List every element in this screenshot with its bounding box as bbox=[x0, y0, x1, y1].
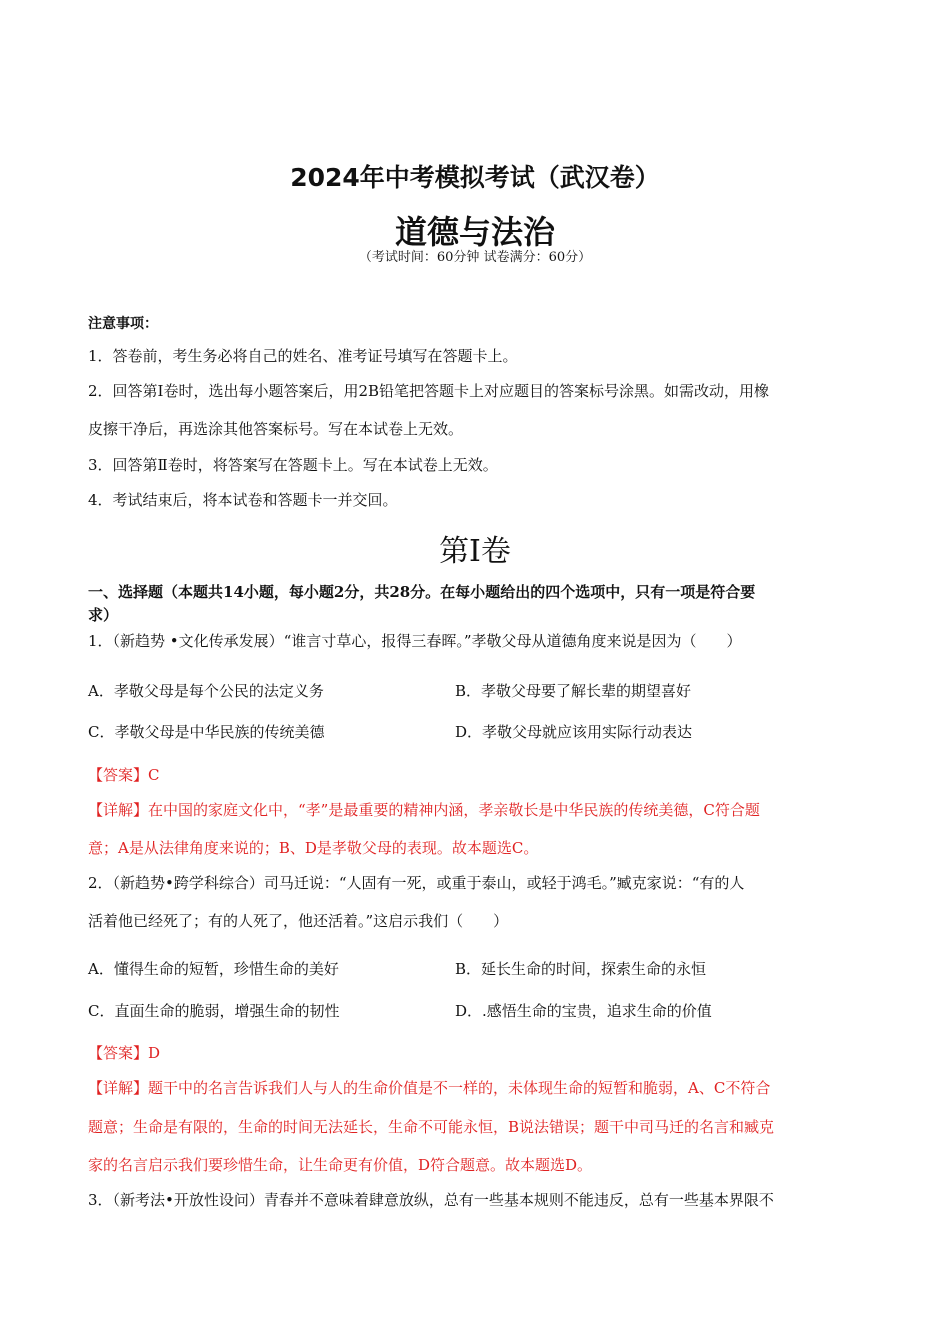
exam-title: 2024年中考模拟考试（武汉卷） bbox=[290, 163, 660, 192]
note-item: 4．考试结束后，将本试卷和答题卡一并交回。 bbox=[88, 491, 398, 509]
note-item: 3．回答第Ⅱ卷时，将答案写在答题卡上。写在本试卷上无效。 bbox=[88, 456, 498, 474]
section-instruction: 一、选择题（本题共14小题，每小题2分，共28分。在每小题给出的四个选项中，只有一项是符合要 bbox=[88, 583, 756, 601]
notes-heading: 注意事项： bbox=[88, 316, 158, 332]
detail-line bbox=[88, 799, 760, 820]
detail-label: 【详解】 bbox=[88, 1079, 149, 1097]
question-stem: 2．（新趋势•跨学科综合）司马迁说：“人固有一死，或重于泰山，或轻于鸿毛。”臧克家说：“有的人 bbox=[88, 874, 745, 892]
detail-line bbox=[88, 1077, 770, 1098]
detail-label: 【详解】 bbox=[88, 801, 149, 819]
question-stem: 1．（新趋势 •文化传承发展）“谁言寸草心，报得三春晖。”孝敬父母从道德角度来说是因为（ ） bbox=[88, 632, 742, 650]
option-a: A．孝敬父母是每个公民的法定义务 bbox=[88, 682, 324, 700]
answer: 【答案】C bbox=[88, 766, 160, 784]
note-item: 2．回答第Ⅰ卷时，选出每小题答案后，用2B铅笔把答题卡上对应题目的答案标号涂黑。如需改动，用橡 bbox=[88, 382, 770, 400]
option-a: A．懂得生命的短暂，珍惜生命的美好 bbox=[88, 960, 339, 978]
note-item: 皮擦干净后，再选涂其他答案标号。写在本试卷上无效。 bbox=[88, 420, 464, 438]
option-b: B．延长生命的时间，探索生命的永恒 bbox=[455, 960, 707, 978]
exam-info: （考试时间：60分钟 试卷满分：60分） bbox=[358, 250, 592, 265]
detail-line: 题意；生命是有限的，生命的时间无法延长，生命不可能永恒，B说法错误；题干中司马迁的名言和臧克 bbox=[88, 1118, 775, 1136]
detail-text: 题干中的名言告诉我们人与人的生命价值是不一样的，未体现生命的短暂和脆弱，A、C不符合 bbox=[148, 1079, 771, 1097]
section-instruction: 求） bbox=[88, 606, 119, 624]
option-d: D．.感悟生命的宝贵，追求生命的价值 bbox=[455, 1002, 712, 1020]
note-item: 1．答卷前，考生务必将自己的姓名、准考证号填写在答题卡上。 bbox=[88, 347, 518, 365]
detail-text: 在中国的家庭文化中，“孝”是最重要的精神内涵，孝亲敬长是中华民族的传统美德，C符合题 bbox=[148, 801, 760, 819]
subject-title: 道德与法治 bbox=[394, 213, 555, 251]
detail-line: 意；A是从法律角度来说的；B、D是孝敬父母的表现。故本题选C。 bbox=[88, 839, 539, 857]
question-stem: 活着他已经死了；有的人死了，他还活着。”这启示我们（ ） bbox=[88, 912, 509, 930]
section-title: 第Ⅰ卷 bbox=[439, 534, 511, 569]
question-stem: 3．（新考法•开放性设问）青春并不意味着肆意放纵，总有一些基本规则不能违反，总有一些基本界限不 bbox=[88, 1191, 774, 1209]
option-c: C．直面生命的脆弱，增强生命的韧性 bbox=[88, 1002, 340, 1020]
answer: 【答案】D bbox=[88, 1044, 161, 1062]
option-c: C．孝敬父母是中华民族的传统美德 bbox=[88, 723, 325, 741]
option-d: D．孝敬父母就应该用实际行动表达 bbox=[455, 723, 693, 741]
detail-line: 家的名言启示我们要珍惜生命，让生命更有价值，D符合题意。故本题选D。 bbox=[88, 1156, 593, 1174]
option-b: B．孝敬父母要了解长辈的期望喜好 bbox=[455, 682, 692, 700]
